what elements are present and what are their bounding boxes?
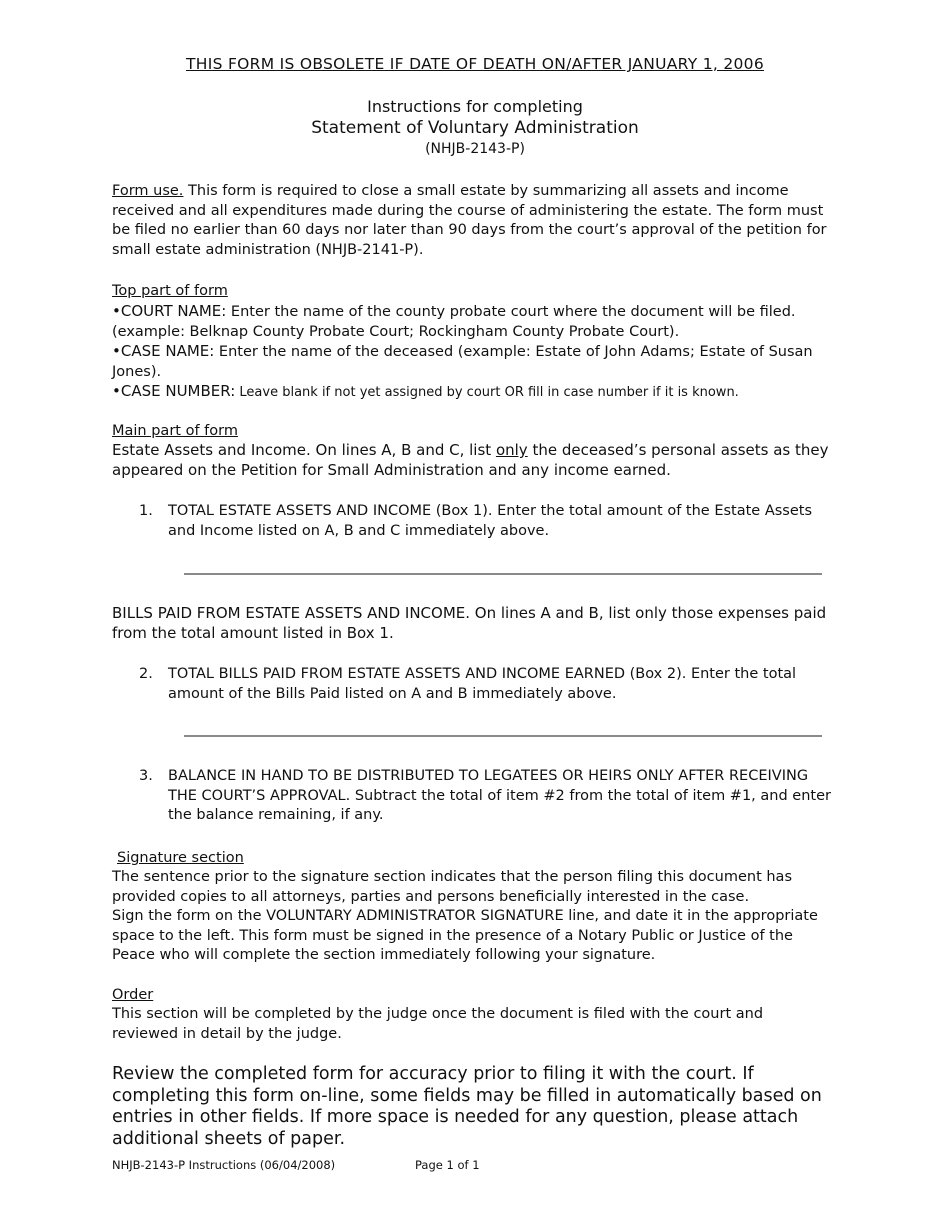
form-use-heading: Form use. bbox=[112, 183, 184, 199]
court-name-label: •COURT NAME: bbox=[112, 302, 227, 320]
case-number-text: Leave blank if not yet assigned by court OR fill in case number if it is known. bbox=[235, 385, 739, 400]
main-part-heading: Main part of form bbox=[112, 423, 238, 439]
signature-heading: Signature section bbox=[117, 850, 244, 866]
footer-page-number: Page 1 of 1 bbox=[415, 1158, 480, 1172]
court-name-text: Enter the name of the county probate court where the document will be filed. (example: Belknap County Probate Court; Rockingham County Probate Court). bbox=[112, 304, 796, 340]
item-1-number: 1. bbox=[139, 503, 153, 519]
main-intro-text-b: the deceased’s personal assets as they appeared on the Petition for Small Administration and any income earned. bbox=[112, 441, 829, 479]
item-2-number: 2. bbox=[139, 666, 153, 682]
form-use-section bbox=[112, 182, 832, 260]
main-intro-only: only bbox=[495, 441, 528, 459]
main-part-intro bbox=[112, 441, 832, 480]
case-name-text: Enter the name of the deceased (example: Estate of John Adams; Estate of Susan Jones). bbox=[112, 344, 813, 380]
case-name-instruction bbox=[112, 342, 832, 382]
signature-text-1: The sentence prior to the signature section indicates that the person filing this document has provided copies to all attorneys, parties and persons beneficially interested in the case. bbox=[112, 869, 792, 905]
obsolete-notice: THIS FORM IS OBSOLETE IF DATE OF DEATH ON/AFTER JANUARY 1, 2006 bbox=[186, 55, 764, 73]
review-notice: Review the completed form for accuracy prior to filing it with the court. If completing this form on-line, some fields may be filled in automatically based on entries in other fields. If more space is needed for any question, please attach additional sheets of paper. bbox=[112, 1064, 822, 1149]
top-part-heading: Top part of form bbox=[112, 283, 228, 299]
case-number-label: •CASE NUMBER: bbox=[112, 382, 236, 400]
case-name-label: •CASE NAME: bbox=[112, 342, 215, 360]
item-1-text: TOTAL ESTATE ASSETS AND INCOME (Box 1). Enter the total amount of the Estate Assets and Income listed on A, B and C immediately above. bbox=[168, 503, 813, 539]
form-use-text: This form is required to close a small estate by summarizing all assets and income received and all expenditures made during the course of administering the estate. The form must be filed no earlier than 60 days nor later than 90 days from the court’s approval of the petition for small estate administration (NHJB-2141-P). bbox=[112, 183, 827, 258]
document-title: Statement of Voluntary Administration bbox=[311, 118, 639, 138]
court-name-instruction bbox=[112, 302, 836, 342]
item-3-text: BALANCE IN HAND TO BE DISTRIBUTED TO LEGATEES OR HEIRS ONLY AFTER RECEIVING THE COURT’S APPROVAL. Subtract the total of item #2 from the total of item #1, and enter the balance remaining, if any. bbox=[168, 768, 831, 824]
item-3-number: 3. bbox=[139, 768, 153, 784]
title-line-1: Instructions for completing bbox=[367, 97, 583, 116]
main-intro-text-a: Estate Assets and Income. On lines A, B and C, list bbox=[112, 441, 496, 459]
case-number-instruction bbox=[112, 382, 832, 403]
divider-line bbox=[184, 573, 822, 575]
signature-text-2: Sign the form on the VOLUNTARY ADMINISTRATOR SIGNATURE line, and date it in the appropriate space to the left. This form must be signed in the presence of a Notary Public or Justice of the Peace who will complete the section immediately following your signature. bbox=[112, 908, 818, 964]
divider-line bbox=[184, 735, 822, 737]
footer-form-id: NHJB-2143-P Instructions (06/04/2008) bbox=[112, 1158, 336, 1172]
order-heading: Order bbox=[112, 987, 154, 1003]
form-code: (NHJB-2143-P) bbox=[425, 141, 525, 157]
item-2-text: TOTAL BILLS PAID FROM ESTATE ASSETS AND INCOME EARNED (Box 2). Enter the total amount of the Bills Paid listed on A and B immediately above. bbox=[168, 666, 797, 702]
bills-paid-instruction: BILLS PAID FROM ESTATE ASSETS AND INCOME. On lines A and B, list only those expenses paid from the total amount listed in Box 1. bbox=[112, 604, 827, 642]
order-text: This section will be completed by the judge once the document is filed with the court and reviewed in detail by the judge. bbox=[112, 1006, 764, 1042]
